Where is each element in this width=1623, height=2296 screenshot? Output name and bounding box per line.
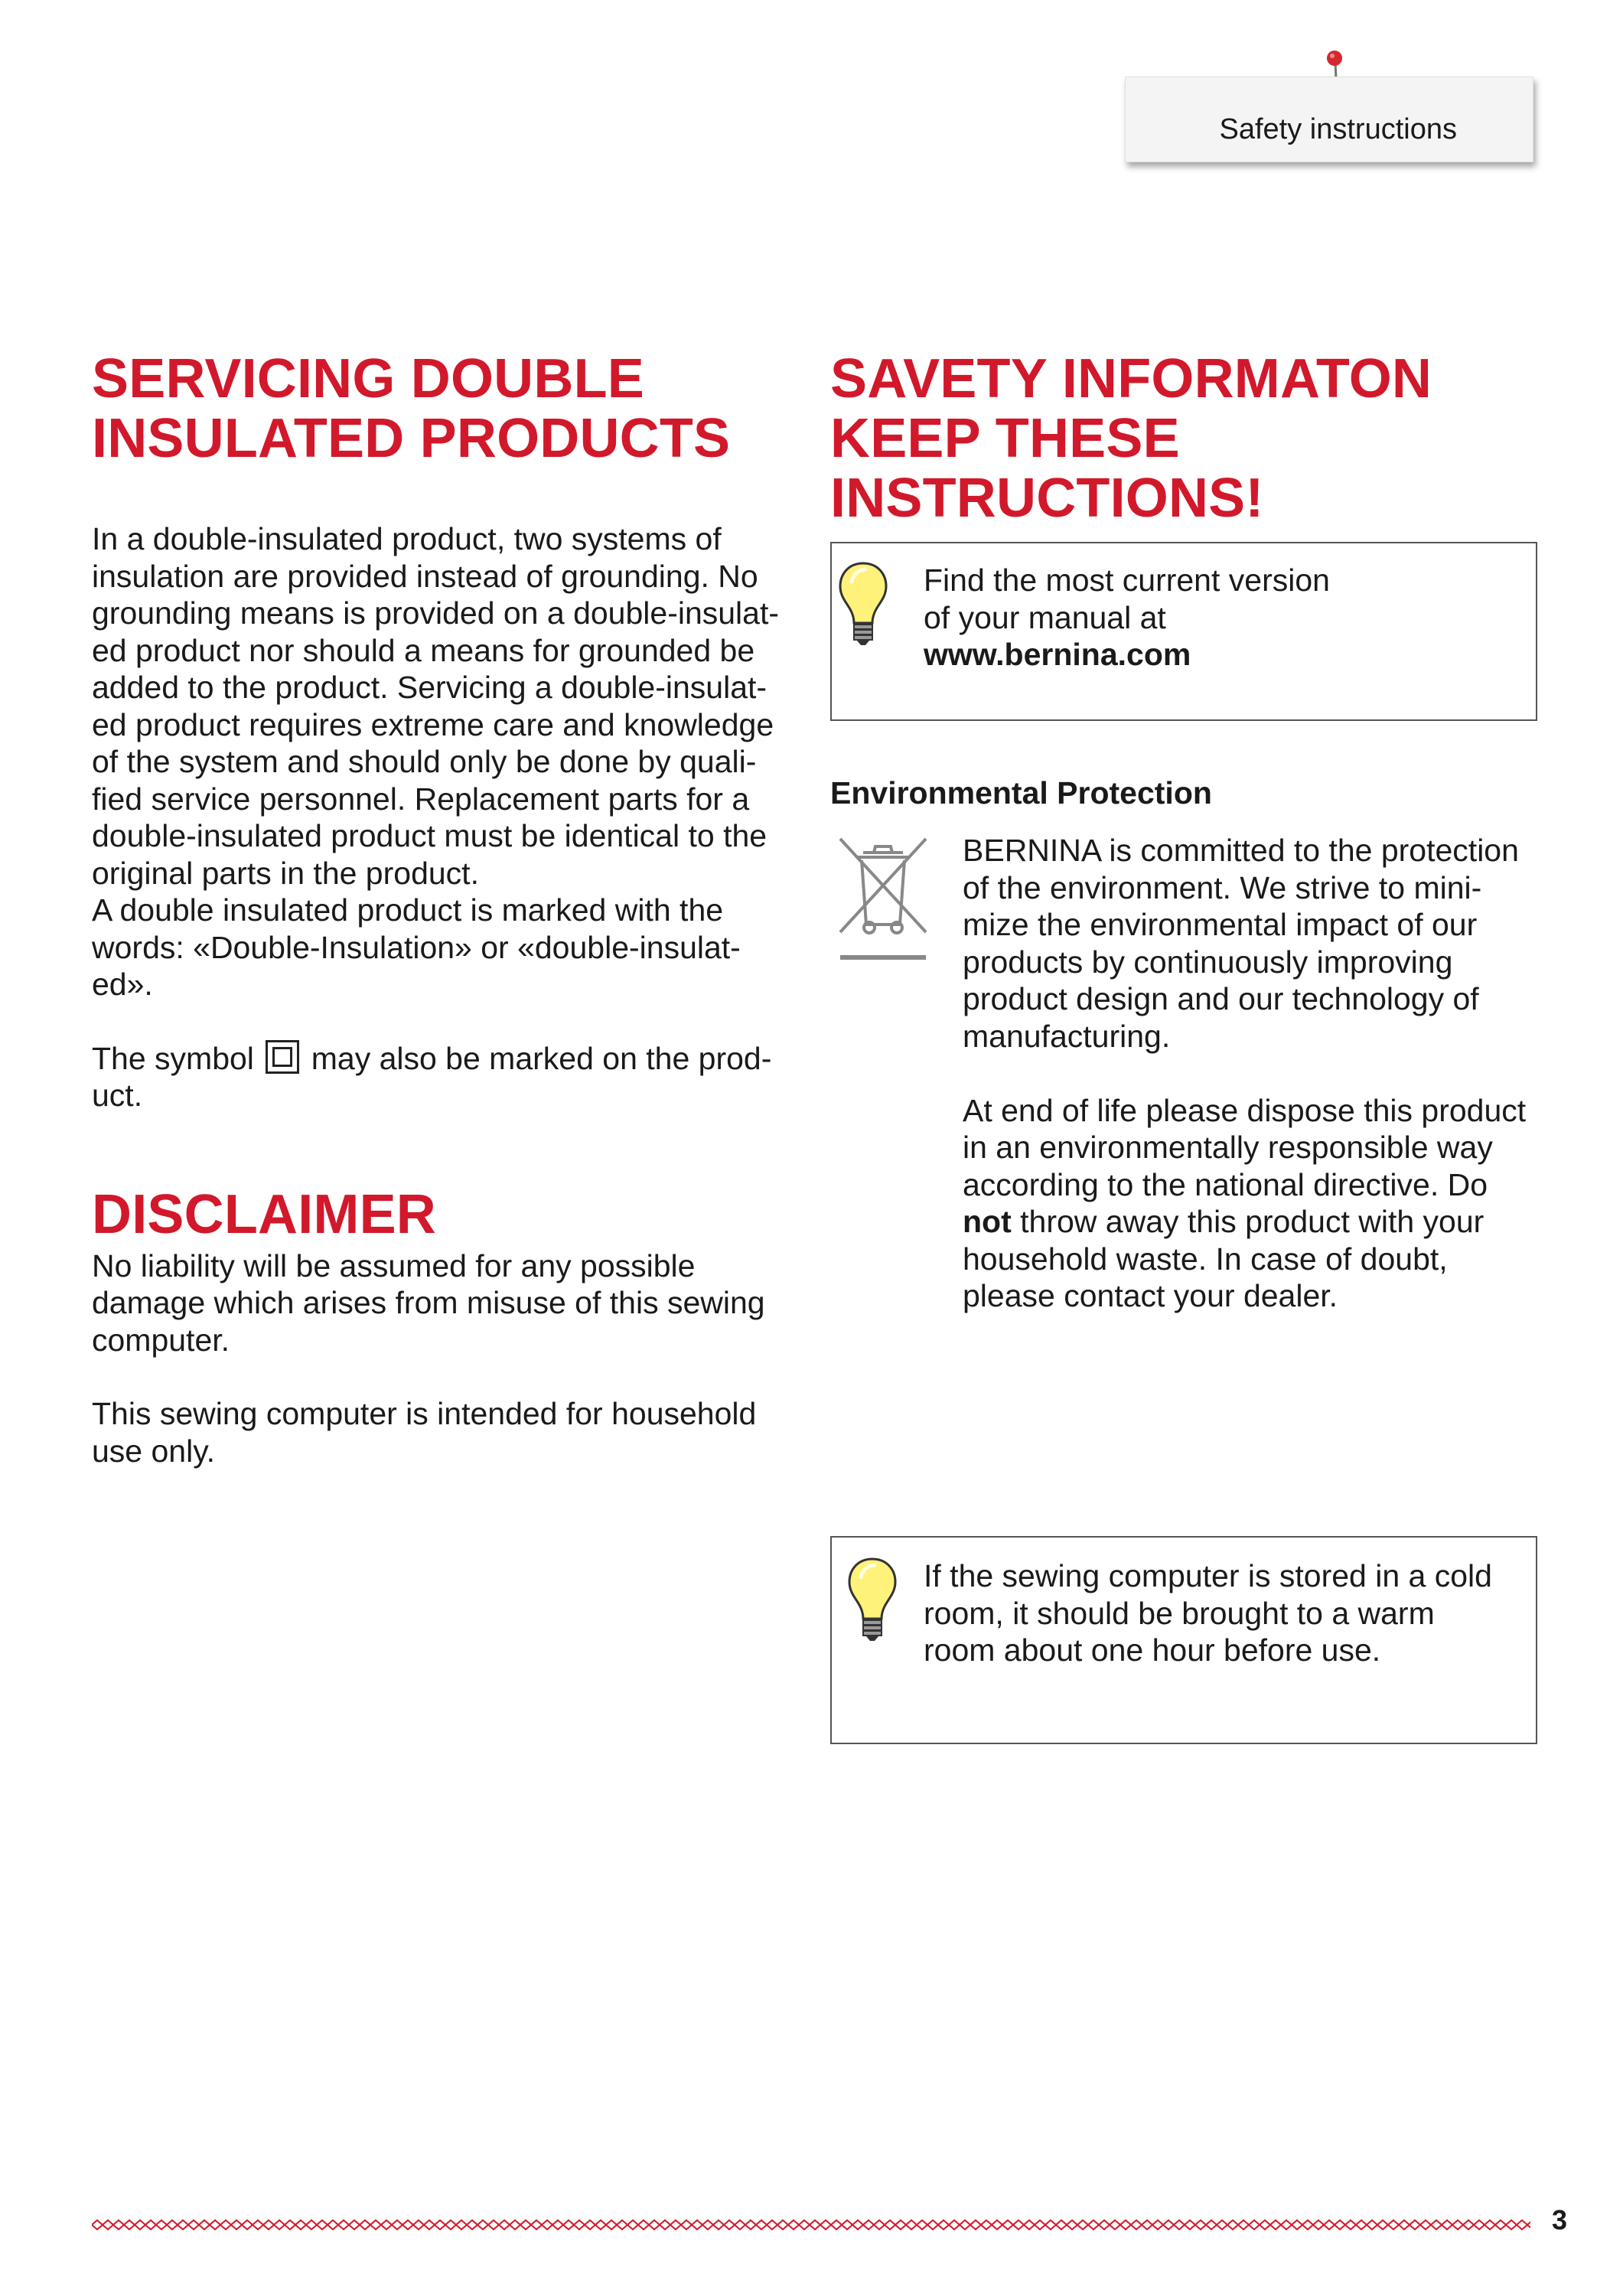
- symbol-paragraph: The symbol may also be marked on the prod- uct.: [92, 1040, 772, 1113]
- manual-url-link[interactable]: www.bernina.com: [924, 637, 1191, 672]
- storage-note-box: [830, 1536, 1537, 1744]
- right-column: [830, 349, 1542, 528]
- lightbulb-icon: [836, 560, 890, 648]
- servicing-title: SERVICING DOUBLE INSULATED PRODUCTS: [92, 348, 731, 469]
- manual-note-box: [830, 542, 1537, 721]
- page-number: 3: [1552, 2204, 1568, 2236]
- env-heading: Environmental Protection: [830, 775, 1212, 810]
- storage-note-text: If the sewing computer is stored in a cold room, it should be brought to a warm room about one hour before use.: [924, 1558, 1492, 1668]
- safety-title: SAVETY INFORMATON KEEP THESE INSTRUCTIONS!: [830, 348, 1432, 529]
- left-column: [92, 349, 803, 1469]
- lightbulb-icon: [846, 1556, 899, 1644]
- disclaimer-title: DISCLAIMER: [92, 1183, 436, 1245]
- decorative-zigzag-divider: [92, 2216, 1530, 2234]
- manual-note-text: Find the most current version of your manual at www.bernina.com: [924, 563, 1330, 672]
- double-insulation-symbol-icon: [266, 1040, 299, 1074]
- servicing-body: In a double-insulated product, two systems of insulation are provided instead of grounding. No grounding means is provided on a double-insulat- ed product nor should a means for grounded be added to the product. Servicing a double-insulat- ed product requires extreme care and knowledge of the system and should only be done by quali- fied service personnel. Replacement parts for a double-insulated product must be identical to the original parts in the product. A double insulated product is marked with the words: «Double-Insulation» or «double-insulat- ed».: [92, 521, 780, 1002]
- disclaimer-body: No liability will be assumed for any possible damage which arises from misuse of this sewing computer. This sewing computer is intended for household use only.: [92, 1247, 765, 1469]
- env-body: BERNINA is committed to the protection of the environment. We strive to mini- mize the environmental impact of our products by continuously improving product design and our technology of manufacturing. At end of life please dispose this product in an environmentally responsible way according to the national directive. Do not throw away this product with your household waste. In case of doubt, please contact your dealer.: [963, 833, 1527, 1313]
- weee-bin-icon: [834, 834, 932, 963]
- section-tab-label: Safety instructions: [1219, 113, 1457, 145]
- section-tab: [1125, 77, 1533, 162]
